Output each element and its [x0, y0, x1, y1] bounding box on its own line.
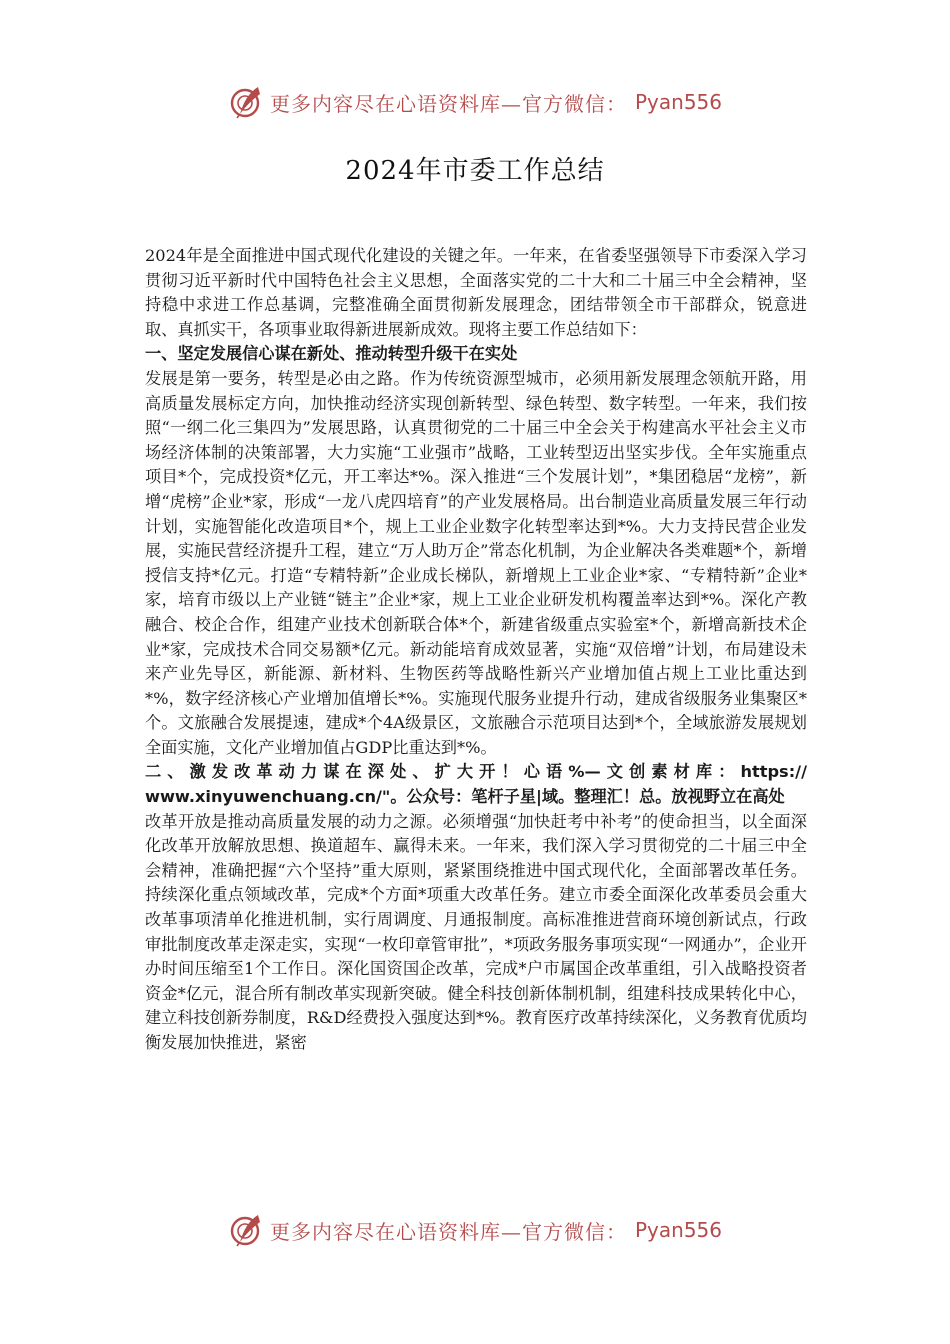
- document-body: [145, 244, 807, 1056]
- section-2-heading-continued: www.xinyuwenchuang.cn/"。公众号：笔杆子星|域。整理汇！总。放视野立在高处: [145, 787, 785, 807]
- footer-watermark-banner: [0, 1210, 950, 1250]
- banner-wechat-id: Pyan556: [634, 90, 722, 114]
- section-1-heading: 一、坚定发展信心谋在新处、推动转型升级干在实处: [145, 344, 518, 364]
- banner-slogan: 更多内容尽在心语资料库—官方微信：: [269, 91, 627, 116]
- banner-content: [228, 1212, 722, 1248]
- quill-seal-logo-icon: [228, 84, 264, 120]
- banner-wechat-id: Pyan556: [634, 1218, 722, 1242]
- section-1-paragraph: 发展是第一要务，转型是必由之路。作为传统资源型城市，必须用新发展理念领航开路，用高质量发展标定方向，加快推动经济实现创新转型、绿色转型、数字转型。一年来，我们按照“一纲二化三集四为”发展思路，认真贯彻党的二十届三中全会关于构建高水平社会主义市场经济体制的决策部署，大力实施“工业强市”战略，工业转型迈出坚实步伐。全年实施重点项目*个，完成投资*亿元，开工率达*%。深入推进“三个发展计划”，*集团稳居“龙榜”，新增“虎榜”企业*家，形成“一龙八虎四培育”的产业发展格局。出台制造业高质量发展三年行动计划，实施智能化改造项目*个，规上工业企业数字化转型率达到*%。大力支持民营企业发展，实施民营经济提升工程，建立“万人助万企”常态化机制，为企业解决各类难题*个，新增授信支持*亿元。打造“专精特新”企业成长梯队，新增规上工业企业*家、“专精特新”企业*家，培育市级以上产业链“链主”企业*家，规上工业企业研发机构覆盖率达到*%。深化产教融合、校企合作，组建产业技术创新联合体*个，新建省级重点实验室*个，新增高新技术企业*家，完成技术合同交易额*亿元。新动能培育成效显著，实施“双倍增”计划，布局建设未来产业先导区，新能源、新材料、生物医药等战略性新兴产业增加值占规上工业比重达到*%，数字经济核心产业增加值增长*%。实施现代服务业提升行动，建成省级服务业集聚区*个。文旅融合发展提速，建成*个4A级景区，文旅融合示范项目达到*个，全域旅游发展规划全面实施，文化产业增加值占GDP比重达到*%。: [145, 368, 807, 757]
- quill-seal-logo-icon: [228, 1212, 264, 1248]
- banner-content: [228, 84, 722, 120]
- header-watermark-banner: [0, 82, 950, 122]
- document-title: 2024年市委工作总结: [345, 156, 605, 186]
- intro-paragraph: 2024年是全面推进中国式现代化建设的关键之年。一年来，在省委坚强领导下市委深入学习贯彻习近平新时代中国特色社会主义思想，全面落实党的二十大和二十届三中全会精神，坚持稳中求进工作总基调，完整准确全面贯彻新发展理念，团结带领全市干部群众，锐意进取、真抓实干，各项事业取得新进展新成效。现将主要工作总结如下：: [145, 246, 807, 339]
- section-2-paragraph: 改革开放是推动高质量发展的动力之源。必须增强“加快赶考中补考”的使命担当，以全面深化改革开放解放思想、换道超车、赢得未来。一年来，我们深入学习贯彻党的二十届三中全会精神，准确把握“六个坚持”重大原则，紧紧围绕推进中国式现代化，全面部署改革任务。持续深化重点领域改革，完成*个方面*项重大改革任务。建立市委全面深化改革委员会重大改革事项清单化推进机制，实行周调度、月通报制度。高标准推进营商环境创新试点，行政审批制度改革走深走实，实现“一枚印章管审批”，*项政务服务事项实现“一网通办”，企业开办时间压缩至1个工作日。深化国资国企改革，完成*户市属国企改革重组，引入战略投资者资金*亿元，混合所有制改革实现新突破。健全科技创新体制机制，组建科技成果转化中心，建立科技创新券制度，R&D经费投入强度达到*%。教育医疗改革持续深化，义务教育优质均衡发展加快推进，紧密: [145, 811, 807, 1052]
- section-2-heading: 二、激发改革动力谋在深处、扩大开！心语%—文创素材库：https://: [145, 762, 807, 782]
- banner-slogan: 更多内容尽在心语资料库—官方微信：: [269, 1219, 627, 1244]
